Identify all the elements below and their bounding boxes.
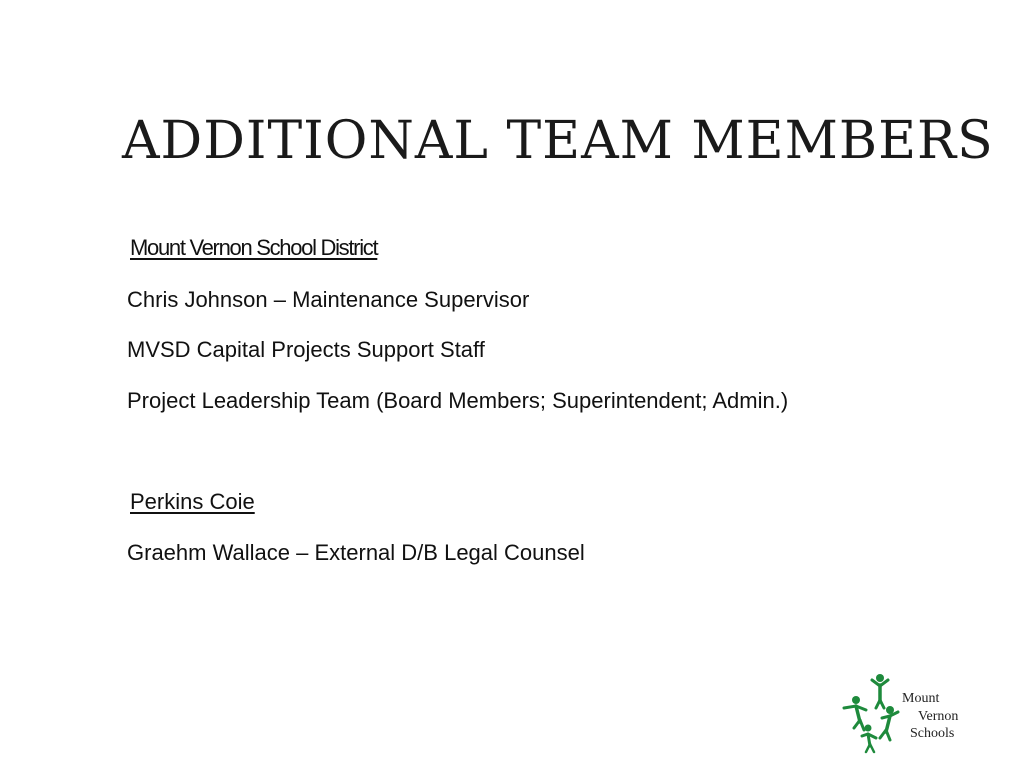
logo-text-schools: Schools [910, 726, 955, 741]
logo-text-vernon: Vernon [918, 709, 959, 724]
section-heading-perkins-coie: Perkins Coie [130, 489, 255, 514]
team-member-line: Graehm Wallace – External D/B Legal Counsel [127, 540, 585, 565]
school-logo [838, 670, 978, 754]
people-figures-icon [838, 670, 902, 754]
team-member-line: MVSD Capital Projects Support Staff [127, 337, 485, 362]
section-heading-mvsd: Mount Vernon School District [130, 235, 378, 260]
slide-title: ADDITIONAL TEAM MEMBERS [122, 111, 994, 171]
team-member-line: Project Leadership Team (Board Members; Superintendent; Admin.) [127, 388, 789, 413]
team-member-line: Chris Johnson – Maintenance Supervisor [127, 287, 530, 312]
logo-text-mount: Mount [902, 691, 940, 706]
